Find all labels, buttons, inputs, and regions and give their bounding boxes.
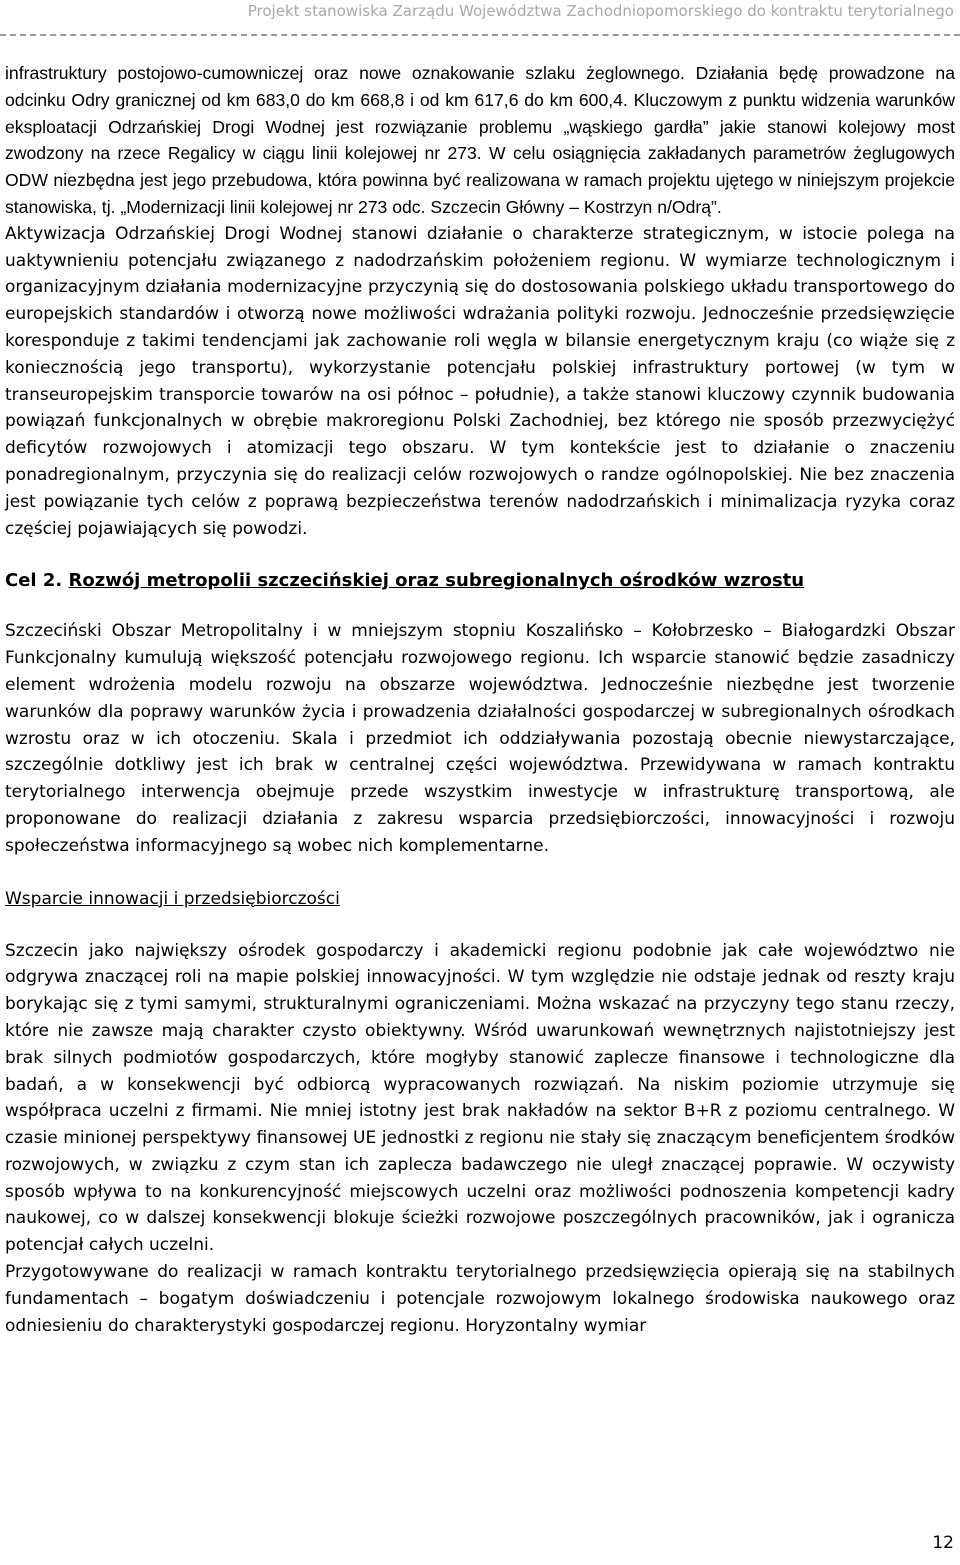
section-heading bbox=[5, 568, 955, 594]
metropolis-paragraph: Szczeciński Obszar Metropolitalny i w mniejszym stopniu Koszalińsko – Kołobrzesko – Białogardzki Obszar Funkcjonalny kumulują większość potencjału rozwojowego regionu. Ich wsparcie stanowić będzie zasadniczy element wdrożenia modelu rozwoju na obszarze województwa. Jednocześnie niezbędne jest tworzenie warunków dla poprawy warunków życia i prowadzenia działalności gospodarczej w subregionalnych ośrodkach wzrostu oraz w ich otoczeniu. Skala i przedmiot ich oddziaływania pozostają obecnie niewystarczające, szczególnie dotkliwy jest ich brak w centralnej części województwa. Przewidywana w ramach kontraktu terytorialnego interwencja obejmuje przede wszystkim inwestycje w infrastrukturę transportową, ale proponowane do realizacji działania z zakresu wsparcia przedsiębiorczości, innowacyjności i rozwoju społeczeństwa informacyjnego są wobec nich komplementarne. bbox=[5, 621, 955, 856]
prepared-paragraph: Przygotowywane do realizacji w ramach kontraktu terytorialnego przedsięwzięcia opierają się na stabilnych fundamentach – bogatym doświadczeniu i potencjale rozwojowym lokalnego środowiska naukowego oraz odniesieniu do charakterystyki gospodarczej regionu. Horyzontalny wymiar bbox=[5, 1262, 955, 1336]
header-divider bbox=[0, 34, 960, 36]
strategic-paragraph: Aktywizacja Odrzańskiej Drogi Wodnej stanowi działanie o charakterze strategicznym, w istocie polega na uaktywnieniu potencjału związanego z nadodrzańskim położeniem regionu. W wymiarze technologicznym i organizacyjnym działania modernizacyjne przyczynią się do dostosowania polskiego układu transportowego do europejskich standardów i otworzą nowe możliwości wdrażania polityki rozwoju. Jednocześnie przedsięwzięcie koresponduje z takimi tendencjami jak zachowanie roli węgla w bilansie energetycznym kraju (co wiąże się z koniecznością jego transportu), wykorzystanie potencjału polskiej infrastruktury portowej (w tym w transeuropejskim transporcie towarów na osi północ – południe), a także stanowi kluczowy czynnik budowania powiązań funkcjonalnych w obrębie makroregionu Polski Zachodniej, bez którego nie sposób przezwyciężyć deficytów rozwojowych i atomizacji tego obszaru. W tym kontekście jest to działanie o znaczeniu ponadregionalnym, przyczynia się do realizacji celów rozwojowych o randze ogólnopolskiej. Nie bez znaczenia jest powiązanie tych celów z poprawą bezpieczeństwa terenów nadodrzańskich i minimalizacja ryzyka coraz częściej pojawiających się powodzi. bbox=[5, 223, 955, 539]
subsection-heading: Wsparcie innowacji i przedsiębiorczości bbox=[5, 888, 340, 909]
goal-title: Rozwój metropolii szczecińskiej oraz subregionalnych ośrodków wzrostu bbox=[68, 570, 805, 592]
document-body bbox=[5, 60, 955, 1339]
innovation-paragraph: Szczecin jako największy ośrodek gospodarczy i akademicki regionu podobnie jak całe województwo nie odgrywa znaczącej roli na mapie polskiej innowacyjności. W tym względzie nie odstaje jednak od reszty kraju borykając się z tymi samymi, strukturalnymi ograniczeniami. Można wskazać na przyczyny tego stanu rzeczy, które nie zawsze mają charakter czysto obiektywny. Wśród uwarunkowań wewnętrznych najistotniejszy jest brak silnych podmiotów gospodarczych, które mogłyby stanowić zaplecze finansowe i technologiczne dla badań, a w konsekwencji być odbiorcą wypracowanych rozwiązań. Na niskim poziomie utrzymuje się współpraca uczelni z firmami. Nie mniej istotny jest brak nakładów na sektor B+R z poziomu centralnego. W czasie minionej perspektywy finansowej UE jednostki z regionu nie stały się znaczącym beneficjentem środków rozwojowych, w związku z czym stan ich zaplecza badawczego nie uległ znaczącej poprawie. W oczywisty sposób wpływa to na konkurencyjność miejscowych uczelni oraz możliwości podnoszenia kompetencji kadry naukowej, co w dalszej konsekwencji blokuje ścieżki rozwojowe poszczególnych pracowników, jak i ogranicza potencjał całych uczelni. bbox=[5, 940, 955, 1256]
goal-label: Cel 2. bbox=[5, 570, 69, 592]
page-header: Projekt stanowiska Zarządu Województwa Zachodniopomorskiego do kontraktu terytorialnego bbox=[247, 2, 954, 20]
intro-paragraph: infrastruktury postojowo-cumowniczej oraz nowe oznakowanie szlaku żeglownego. Działania będę prowadzone na odcinku Odry granicznej od km 683,0 do km 668,8 i od km 617,6 do km 600,4. Kluczowym z punktu widzenia warunków eksploatacji Odrzańskiej Drogi Wodnej jest rozwiązanie problemu „wąskiego gardła” jakie stanowi kolejowy most zwodzony na rzece Regalicy w ciągu linii kolejowej nr 273. W celu osiągnięcia zakładanych parametrów żeglugowych ODW niezbędna jest jego przebudowa, która powinna być realizowana w ramach projektu ujętego w niniejszym projekcie stanowiska, tj. „Modernizacji linii kolejowej nr 273 odc. Szczecin Główny – Kostrzyn n/Odrą”. bbox=[5, 63, 955, 217]
page-number: 12 bbox=[932, 1533, 954, 1553]
